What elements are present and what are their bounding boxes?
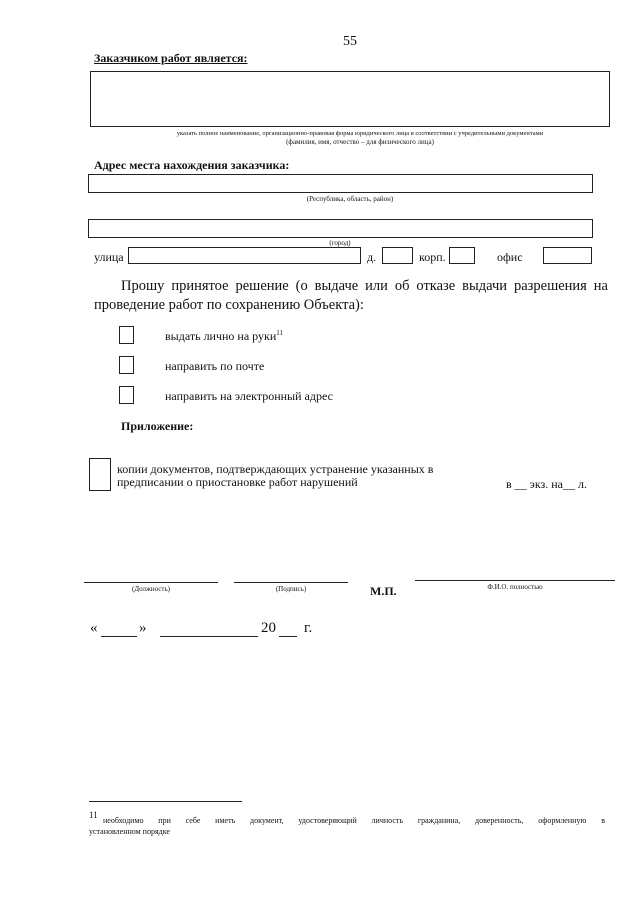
date-close-quote: » xyxy=(139,620,147,636)
date-year-prefix: 20 xyxy=(261,620,276,636)
footnote-line2: установленном порядке xyxy=(89,827,170,836)
footnote-number: 11 xyxy=(89,810,98,820)
footnote-separator xyxy=(89,801,242,802)
region-field[interactable] xyxy=(88,174,593,193)
footnote-line1: необходимо при себе иметь документ, удостоверяющий личность гражданина, доверенность, оформленную в xyxy=(103,816,605,825)
address-heading: Адрес места нахождения заказчика: xyxy=(94,158,290,172)
attachments-heading: Приложение: xyxy=(121,419,194,433)
delivery-option-label-3: направить на электронный адрес xyxy=(165,389,333,403)
delivery-option-checkbox-3[interactable] xyxy=(119,386,134,404)
city-field[interactable] xyxy=(88,219,593,238)
request-line1: Прошу принятое решение (о выдаче или об отказе выдачи разрешения на xyxy=(121,278,608,294)
attachment-item-line2: предписании о приостановке работ нарушений xyxy=(117,475,358,489)
customer-name-field[interactable] xyxy=(90,71,610,127)
house-field[interactable] xyxy=(382,247,413,264)
delivery-option-label-2: направить по почте xyxy=(165,359,265,373)
stamp-label: М.П. xyxy=(370,584,397,598)
page-number: 55 xyxy=(343,34,357,49)
date-open-quote: « xyxy=(90,620,98,636)
attachment-item-line1: копии документов, подтверждающих устранение указанных в xyxy=(117,462,434,476)
footnote-ref: 11 xyxy=(276,329,284,337)
customer-heading: Заказчиком работ является: xyxy=(94,51,248,65)
attachment-count: в __ экз. на__ л. xyxy=(506,477,587,491)
office-label: офис xyxy=(497,250,523,264)
date-month-line[interactable] xyxy=(160,636,258,637)
request-line2: проведение работ по сохранению Объекта): xyxy=(94,297,364,313)
house-label: д. xyxy=(367,250,377,264)
customer-hint-line1: указать полное наименование, организационно-правовая форма юридического лица в соответствии с учредительными документами xyxy=(176,130,544,137)
delivery-option-label-1: выдать лично на руки$^{11}$ xyxy=(165,329,284,343)
street-field[interactable] xyxy=(128,247,361,264)
date-year-suffix: г. xyxy=(304,620,313,636)
signature-line[interactable] xyxy=(234,582,348,583)
full-name-line[interactable] xyxy=(415,580,615,581)
office-field[interactable] xyxy=(543,247,592,264)
building-field[interactable] xyxy=(449,247,475,264)
delivery-option-checkbox-1[interactable] xyxy=(119,326,134,344)
attachment-checkbox[interactable] xyxy=(89,458,111,491)
region-hint: (Республика, область, район) xyxy=(306,195,394,203)
date-year-line[interactable] xyxy=(279,636,297,637)
building-label: корп. xyxy=(419,250,446,264)
position-caption: (Должность) xyxy=(132,585,170,593)
date-day-line[interactable] xyxy=(101,636,137,637)
full-name-caption: Ф.И.О. полностью xyxy=(487,583,543,591)
delivery-option-checkbox-2[interactable] xyxy=(119,356,134,374)
customer-hint-line2: (фамилия, имя, отчество – для физического лица) xyxy=(286,138,434,146)
street-label: улица xyxy=(94,250,124,264)
city-hint: (город) xyxy=(329,239,351,247)
signature-caption: (Подпись) xyxy=(275,585,307,593)
position-line[interactable] xyxy=(84,582,218,583)
